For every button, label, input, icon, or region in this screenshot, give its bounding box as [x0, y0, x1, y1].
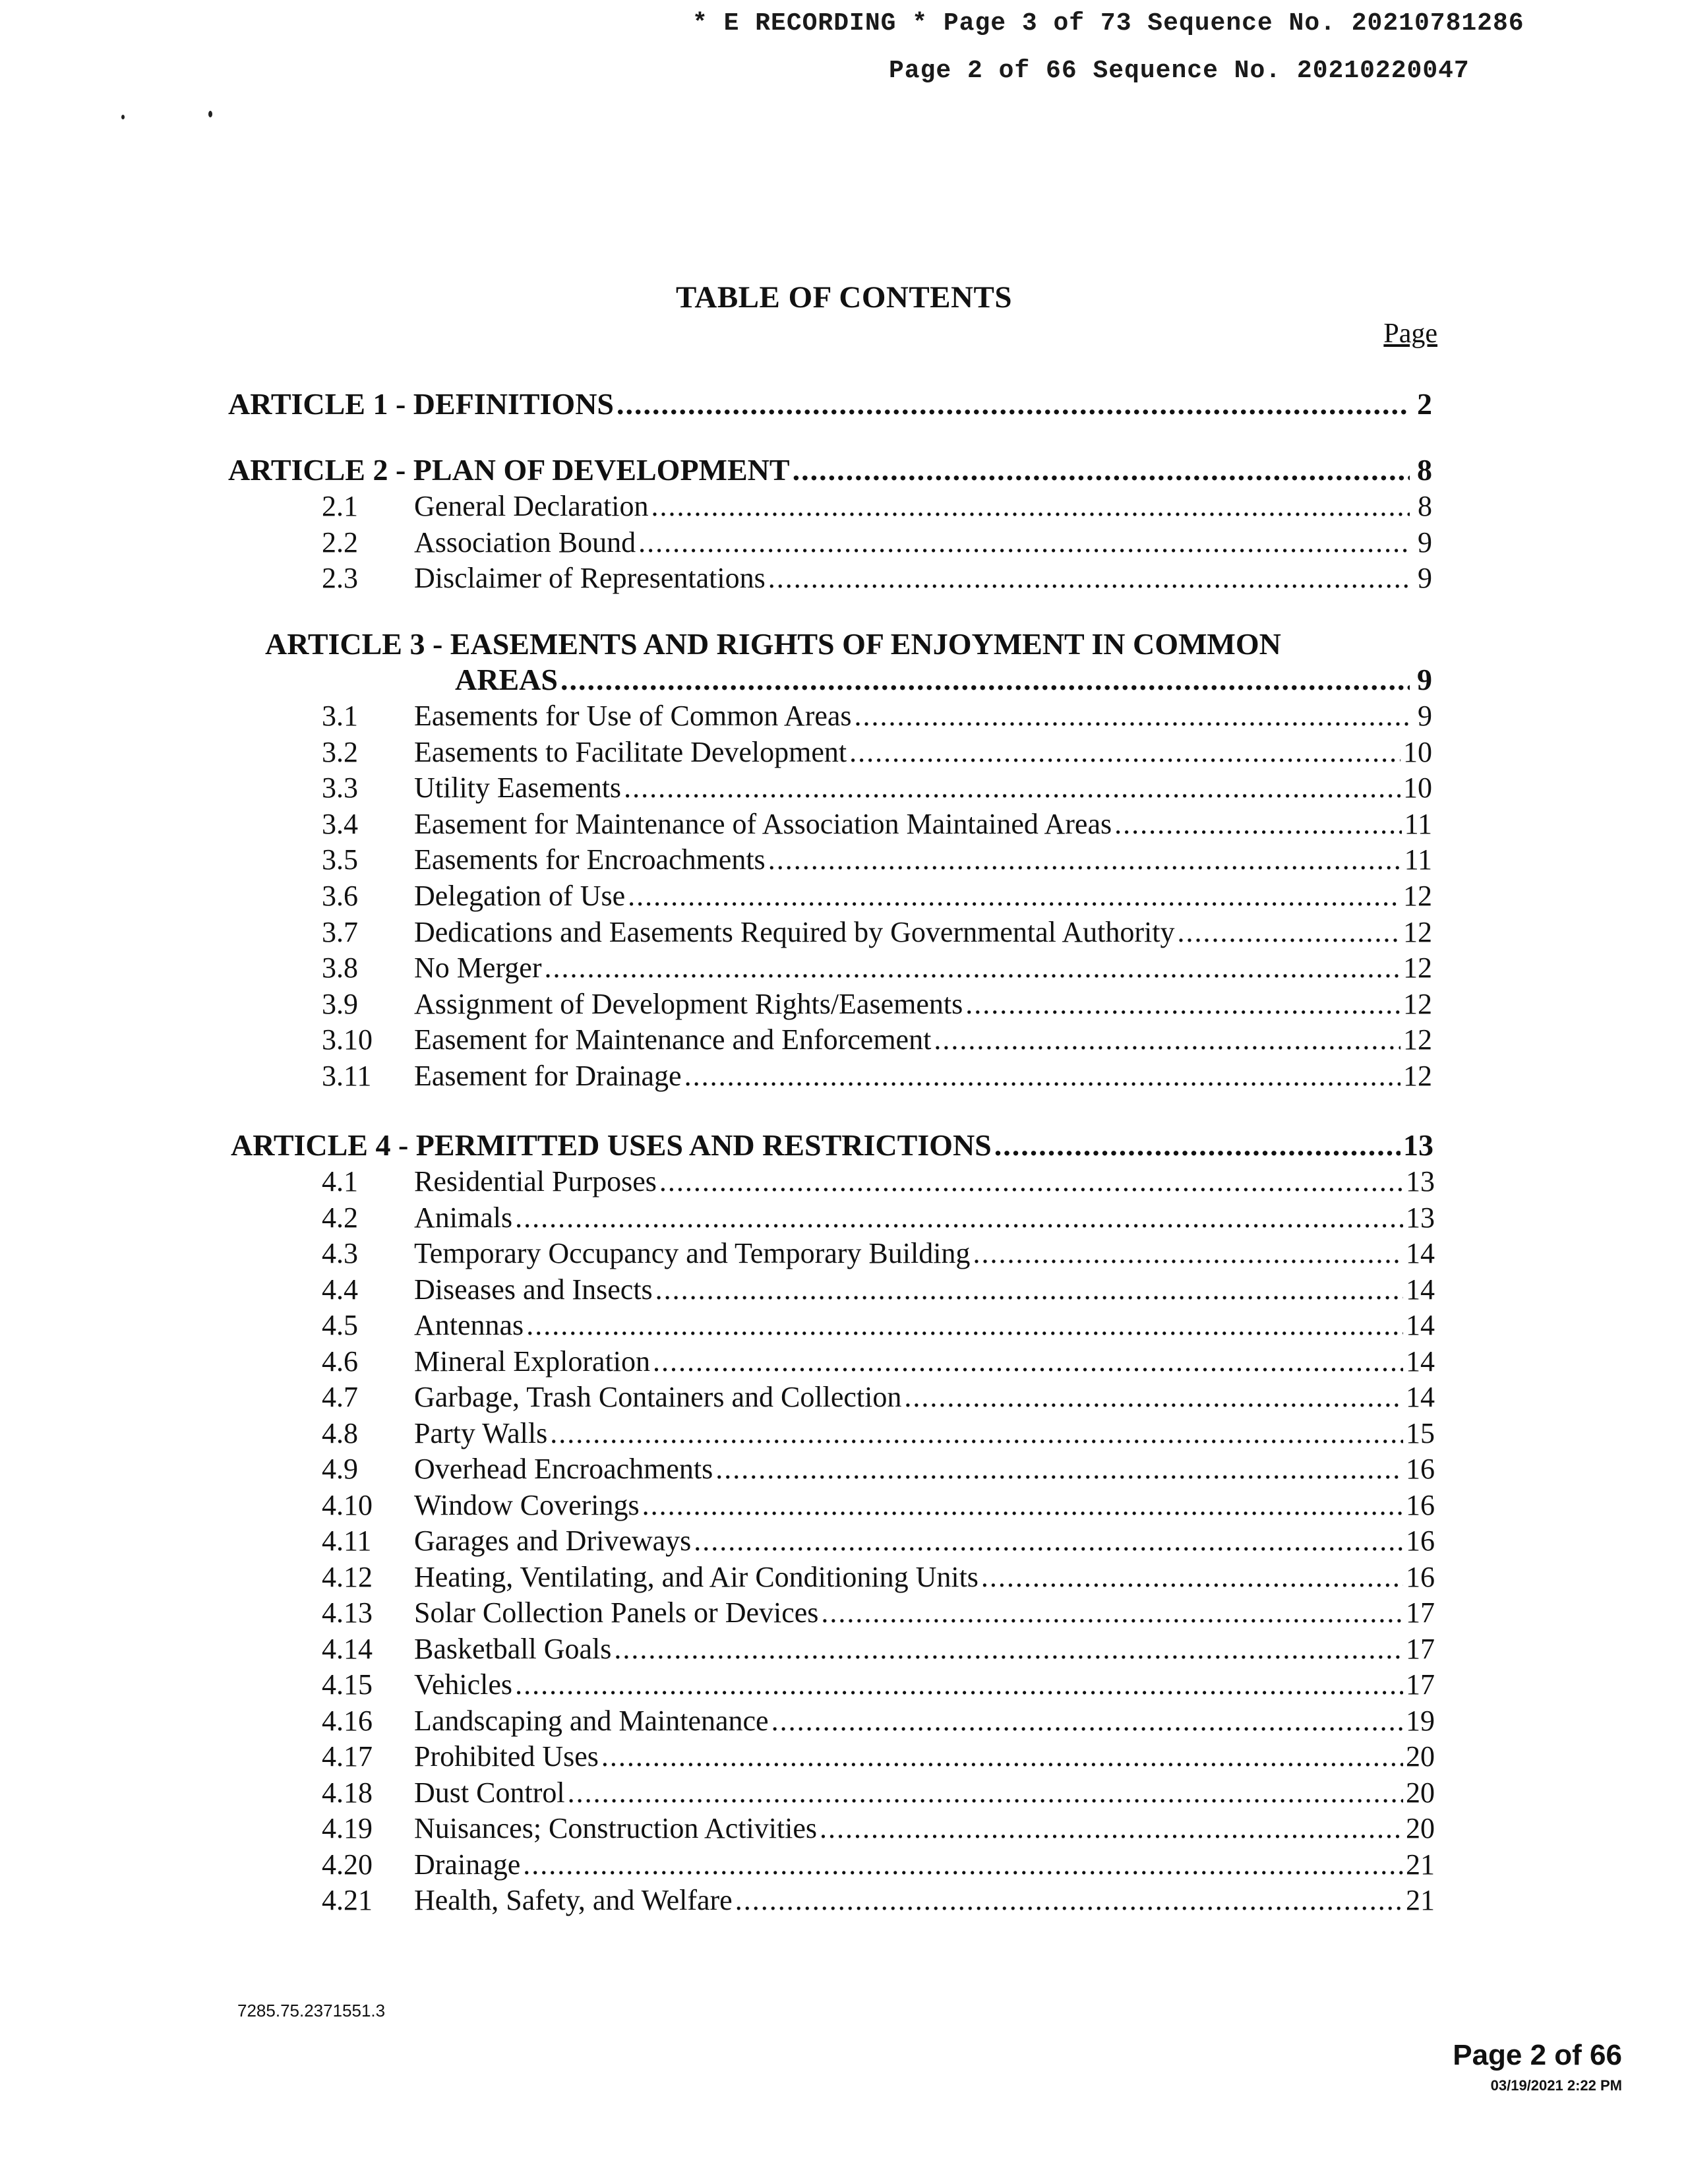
- entry-page: 12: [1403, 1023, 1432, 1056]
- entry-label: Window Coverings: [414, 1488, 640, 1521]
- dot-leader: [550, 1416, 1403, 1450]
- toc-entry: [322, 1416, 1435, 1450]
- dot-leader: [768, 561, 1410, 595]
- entry-number: 4.21: [322, 1884, 373, 1916]
- toc-entry: [322, 489, 1432, 523]
- dot-leader: [855, 699, 1410, 733]
- entry-page: 9: [1418, 526, 1432, 559]
- entry-label: Animals: [414, 1201, 513, 1234]
- entry-number: 3.8: [322, 952, 358, 985]
- entry-number: 3.10: [322, 1023, 373, 1056]
- dot-leader: [684, 1059, 1401, 1093]
- entry-label: Disclaimer of Representations: [414, 562, 766, 594]
- toc-entry: [322, 807, 1432, 841]
- toc-entry: [322, 1560, 1435, 1594]
- entry-number: 3.2: [322, 735, 358, 768]
- dot-leader: [628, 879, 1401, 913]
- footer-page-number: Page 2 of 66: [1453, 2039, 1622, 2071]
- dot-leader: [601, 1740, 1403, 1773]
- entry-page: 12: [1403, 880, 1432, 912]
- entry-label: Garages and Driveways: [414, 1525, 692, 1557]
- toc-entry: [322, 1059, 1432, 1093]
- page-sequence-stamp: Page 2 of 66 Sequence No. 20210220047: [889, 57, 1470, 85]
- dot-leader: [544, 951, 1401, 985]
- scan-speck: [121, 115, 125, 119]
- toc-title: TABLE OF CONTENTS: [676, 280, 1012, 315]
- entry-number: 4.13: [322, 1596, 373, 1629]
- dot-leader: [653, 1345, 1403, 1378]
- entry-page: 9: [1418, 562, 1432, 594]
- entry-number: 4.7: [322, 1381, 358, 1413]
- entry-page: 14: [1406, 1345, 1435, 1378]
- entry-number: 4.20: [322, 1848, 373, 1881]
- entry-label: Temporary Occupancy and Temporary Building: [414, 1237, 971, 1269]
- dot-leader: [735, 1883, 1403, 1917]
- entry-label: Association Bound: [414, 526, 636, 559]
- entry-page: 14: [1406, 1273, 1435, 1306]
- entry-number: 3.6: [322, 880, 358, 912]
- entry-page: 20: [1406, 1740, 1435, 1773]
- toc-entry: [322, 1596, 1435, 1629]
- entry-label: Dedications and Easements Required by Governmental Authority: [414, 915, 1175, 948]
- entry-label: Easement for Maintenance of Association Maintained Areas: [414, 807, 1112, 840]
- article-page: 8: [1417, 453, 1432, 487]
- dot-leader: [515, 1201, 1403, 1234]
- entry-label: Antennas: [414, 1309, 524, 1341]
- toc-entry: [322, 1811, 1435, 1845]
- entry-page: 21: [1406, 1848, 1435, 1881]
- entry-page: 21: [1406, 1884, 1435, 1916]
- entry-label: Delegation of Use: [414, 880, 626, 912]
- toc-entry: [322, 1165, 1435, 1198]
- toc-entry: [322, 1740, 1435, 1773]
- dot-leader: [642, 1488, 1403, 1522]
- entry-page: 12: [1403, 952, 1432, 985]
- toc-entry: [322, 1380, 1435, 1414]
- entry-page: 11: [1404, 843, 1432, 876]
- entry-number: 3.11: [322, 1060, 372, 1092]
- article-label: AREAS: [455, 663, 558, 696]
- entry-number: 4.12: [322, 1560, 373, 1593]
- entry-page: 12: [1403, 915, 1432, 948]
- entry-label: Landscaping and Maintenance: [414, 1704, 769, 1737]
- entry-label: Basketball Goals: [414, 1632, 612, 1665]
- entry-label: No Merger: [414, 952, 542, 985]
- entry-label: Mineral Exploration: [414, 1345, 651, 1378]
- article-label: ARTICLE 1 - DEFINITIONS: [228, 387, 614, 421]
- entry-label: Dust Control: [414, 1776, 565, 1809]
- entry-page: 17: [1406, 1632, 1435, 1665]
- entry-number: 4.15: [322, 1668, 373, 1701]
- entry-number: 3.9: [322, 987, 358, 1020]
- article-label: ARTICLE 4 - PERMITTED USES AND RESTRICTIONS: [231, 1128, 992, 1162]
- entry-number: 3.3: [322, 772, 358, 804]
- toc-entry: [322, 1452, 1435, 1486]
- toc-entry: [322, 1776, 1435, 1809]
- entry-label: Health, Safety, and Welfare: [414, 1884, 733, 1916]
- toc-entry: [322, 1201, 1435, 1234]
- entry-number: 2.2: [322, 526, 358, 559]
- entry-page: 13: [1406, 1165, 1435, 1198]
- dot-leader: [1114, 807, 1402, 841]
- entry-label: Nuisances; Construction Activities: [414, 1812, 818, 1844]
- entry-page: 20: [1406, 1812, 1435, 1844]
- dot-leader: [820, 1811, 1403, 1845]
- toc-article-3-line2: [455, 662, 1432, 697]
- page-column-label: Page: [1383, 318, 1437, 349]
- entry-number: 3.7: [322, 915, 358, 948]
- toc-entry: [322, 951, 1432, 985]
- toc-entry: [322, 1883, 1435, 1917]
- dot-leader: [904, 1380, 1403, 1414]
- entry-label: Easements to Facilitate Development: [414, 735, 847, 768]
- dot-leader: [614, 1632, 1403, 1666]
- entry-label: Easements for Encroachments: [414, 843, 766, 876]
- entry-label: Party Walls: [414, 1416, 548, 1449]
- dot-leader: [771, 1704, 1403, 1738]
- dot-leader: [655, 1273, 1403, 1306]
- dot-leader: [981, 1560, 1403, 1594]
- entry-number: 4.8: [322, 1416, 358, 1449]
- dot-leader: [934, 1023, 1401, 1056]
- dot-leader: [768, 843, 1402, 876]
- entry-number: 4.2: [322, 1201, 358, 1234]
- toc-entry: [322, 1704, 1435, 1738]
- entry-page: 8: [1418, 490, 1432, 522]
- dot-leader: [965, 987, 1401, 1021]
- dot-leader: [973, 1236, 1403, 1270]
- entry-label: Heating, Ventilating, and Air Conditioning Units: [414, 1560, 979, 1593]
- entry-number: 3.5: [322, 843, 358, 876]
- dot-leader: [617, 386, 1410, 421]
- entry-label: Drainage: [414, 1848, 521, 1881]
- article-page: 9: [1417, 663, 1432, 696]
- toc-entry: [322, 1668, 1435, 1701]
- toc-article-2: [228, 452, 1432, 487]
- toc-entry: [322, 1236, 1435, 1270]
- entry-label: Vehicles: [414, 1668, 513, 1701]
- toc-entry: [322, 1345, 1435, 1378]
- toc-entry: [322, 1273, 1435, 1306]
- entry-page: 15: [1406, 1416, 1435, 1449]
- dot-leader: [568, 1776, 1403, 1809]
- entry-page: 14: [1406, 1381, 1435, 1413]
- toc-entry: [322, 1308, 1435, 1342]
- entry-label: General Declaration: [414, 490, 649, 522]
- toc-article-1: [228, 386, 1432, 421]
- dot-leader: [560, 662, 1410, 697]
- entry-page: 17: [1406, 1668, 1435, 1701]
- document-id: 7285.75.2371551.3: [237, 2001, 386, 2020]
- entry-page: 10: [1403, 735, 1432, 768]
- entry-label: Overhead Encroachments: [414, 1453, 713, 1485]
- toc-entry: [322, 915, 1432, 949]
- entry-number: 2.1: [322, 490, 358, 522]
- dot-leader: [638, 526, 1410, 559]
- entry-page: 9: [1418, 700, 1432, 732]
- dot-leader: [793, 452, 1410, 487]
- entry-number: 4.17: [322, 1740, 373, 1773]
- toc-entry: [322, 526, 1432, 559]
- toc-entry: [322, 1488, 1435, 1522]
- toc-entry: [322, 1632, 1435, 1666]
- entry-label: Garbage, Trash Containers and Collection: [414, 1381, 902, 1413]
- dot-leader: [715, 1452, 1403, 1486]
- recording-stamp: * E RECORDING * Page 3 of 73 Sequence No. 20210781286: [692, 9, 1524, 38]
- entry-number: 4.4: [322, 1273, 358, 1306]
- entry-number: 4.1: [322, 1165, 358, 1198]
- entry-number: 4.9: [322, 1453, 358, 1485]
- entry-label: Prohibited Uses: [414, 1740, 599, 1773]
- toc-entry: [322, 987, 1432, 1021]
- toc-article-3-line1: [265, 626, 1281, 661]
- toc-entry: [322, 1524, 1435, 1558]
- dot-leader: [526, 1308, 1403, 1342]
- entry-page: 19: [1406, 1704, 1435, 1737]
- article-label: ARTICLE 3 - EASEMENTS AND RIGHTS OF ENJOYMENT IN COMMON: [265, 627, 1281, 661]
- entry-label: Easements for Use of Common Areas: [414, 700, 852, 732]
- scan-speck: [208, 111, 212, 117]
- entry-page: 13: [1406, 1201, 1435, 1234]
- entry-page: 16: [1406, 1525, 1435, 1557]
- entry-number: 4.5: [322, 1309, 358, 1341]
- entry-label: Easement for Maintenance and Enforcement: [414, 1023, 932, 1056]
- entry-label: Assignment of Development Rights/Easements: [414, 987, 963, 1020]
- entry-label: Easement for Drainage: [414, 1060, 682, 1092]
- dot-leader: [849, 735, 1401, 769]
- toc-entry: [322, 735, 1432, 769]
- entry-number: 4.10: [322, 1488, 373, 1521]
- entry-page: 14: [1406, 1237, 1435, 1269]
- toc-entry: [322, 843, 1432, 876]
- entry-page: 11: [1404, 807, 1432, 840]
- toc-entry: [322, 1848, 1435, 1881]
- entry-number: 2.3: [322, 562, 358, 594]
- toc-entry: [322, 1023, 1432, 1056]
- entry-page: 12: [1403, 1060, 1432, 1092]
- entry-label: Diseases and Insects: [414, 1273, 653, 1306]
- dot-leader: [1178, 915, 1401, 949]
- dot-leader: [624, 771, 1401, 804]
- dot-leader: [651, 489, 1410, 523]
- entry-page: 16: [1406, 1488, 1435, 1521]
- entry-number: 3.1: [322, 700, 358, 732]
- dot-leader: [659, 1165, 1403, 1198]
- entry-number: 4.16: [322, 1704, 373, 1737]
- entry-number: 4.18: [322, 1776, 373, 1809]
- entry-page: 10: [1403, 772, 1432, 804]
- entry-page: 14: [1406, 1309, 1435, 1341]
- dot-leader: [523, 1848, 1403, 1881]
- entry-number: 3.4: [322, 807, 358, 840]
- article-page: 13: [1403, 1128, 1433, 1162]
- toc-article-4: [231, 1128, 1433, 1163]
- entry-number: 4.3: [322, 1237, 358, 1269]
- entry-label: Solar Collection Panels or Devices: [414, 1596, 819, 1629]
- toc-entry: [322, 561, 1432, 595]
- article-label: ARTICLE 2 - PLAN OF DEVELOPMENT: [228, 453, 790, 487]
- toc-entry: [322, 771, 1432, 804]
- entry-number: 4.19: [322, 1812, 373, 1844]
- dot-leader: [515, 1668, 1403, 1701]
- entry-label: Residential Purposes: [414, 1165, 657, 1198]
- toc-entry: [322, 879, 1432, 913]
- entry-label: Utility Easements: [414, 772, 622, 804]
- dot-leader: [694, 1524, 1403, 1558]
- entry-number: 4.6: [322, 1345, 358, 1378]
- entry-number: 4.11: [322, 1525, 372, 1557]
- article-page: 2: [1417, 387, 1432, 421]
- entry-page: 16: [1406, 1453, 1435, 1485]
- toc-entry: [322, 699, 1432, 733]
- entry-page: 20: [1406, 1776, 1435, 1809]
- entry-page: 16: [1406, 1560, 1435, 1593]
- entry-page: 12: [1403, 987, 1432, 1020]
- dot-leader: [821, 1596, 1403, 1629]
- entry-number: 4.14: [322, 1632, 373, 1665]
- footer-timestamp: 03/19/2021 2:22 PM: [1490, 2077, 1622, 2094]
- dot-leader: [994, 1128, 1401, 1163]
- entry-page: 17: [1406, 1596, 1435, 1629]
